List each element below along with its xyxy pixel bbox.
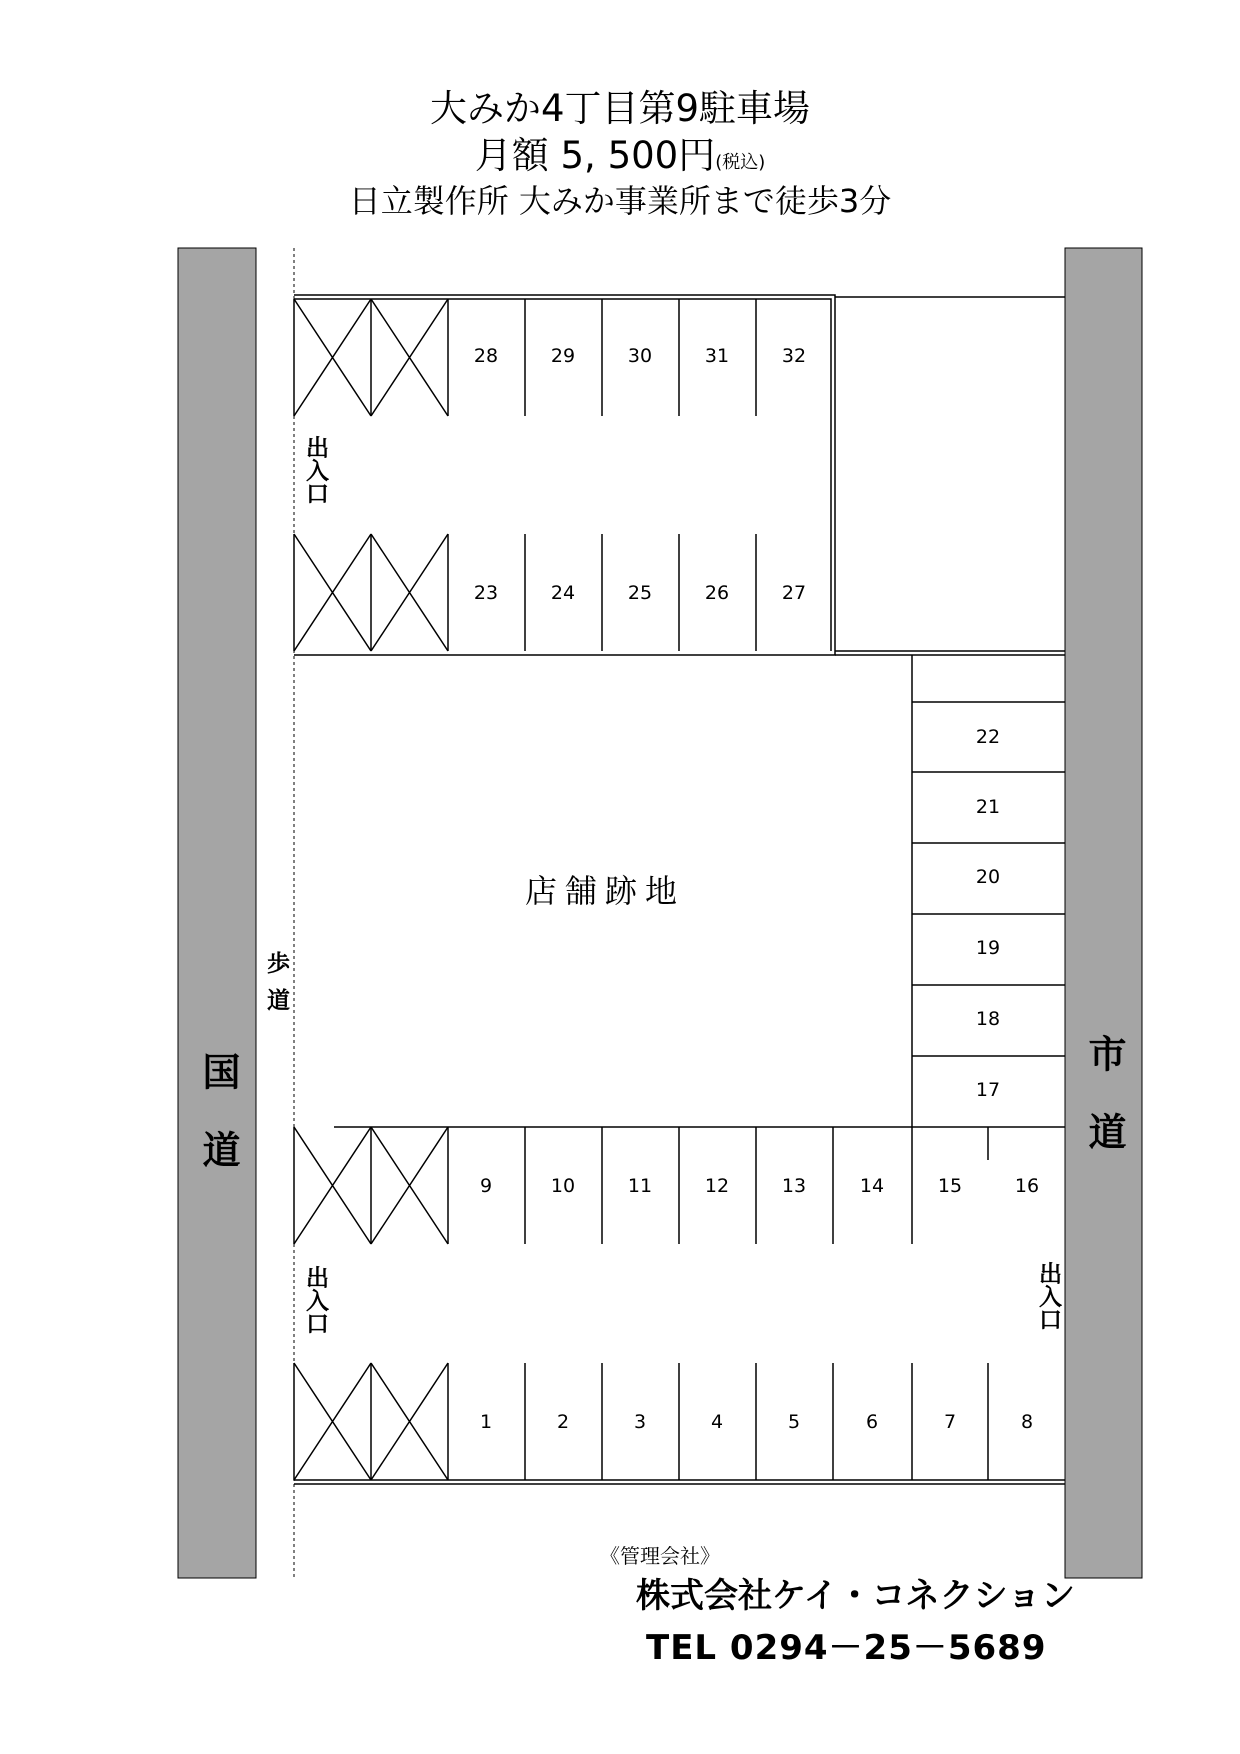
space-18: 18: [975, 1008, 1001, 1030]
space-21: 21: [975, 796, 1001, 818]
space-14: 14: [859, 1175, 885, 1197]
space-31: 31: [704, 345, 730, 367]
city-road-label: 市道: [1082, 1034, 1126, 1190]
space-11: 11: [627, 1175, 653, 1197]
space-9: 9: [479, 1175, 493, 1197]
phone-number: TEL 0294－25－5689: [646, 1628, 1047, 1668]
entrance-label-left: 出入口: [302, 1265, 328, 1335]
space-29: 29: [550, 345, 576, 367]
space-28: 28: [473, 345, 499, 367]
space-26: 26: [704, 582, 730, 604]
national-road-label: 国道: [196, 1052, 240, 1208]
city-road: [1065, 248, 1142, 1578]
sidewalk-label: 歩道: [263, 951, 289, 1025]
management-company-label: 《管理会社》: [600, 1544, 720, 1568]
space-19: 19: [975, 937, 1001, 959]
former-store-site-label: 店舗跡地: [524, 872, 686, 910]
space-6: 6: [865, 1411, 879, 1433]
space-17: 17: [975, 1079, 1001, 1101]
space-4: 4: [710, 1411, 724, 1433]
space-7: 7: [943, 1411, 957, 1433]
space-2: 2: [556, 1411, 570, 1433]
entrance-label-right: 出入口: [1035, 1261, 1061, 1331]
space-23: 23: [473, 582, 499, 604]
space-15: 15: [937, 1175, 963, 1197]
space-5: 5: [787, 1411, 801, 1433]
space-25: 25: [627, 582, 653, 604]
entrance-label-top: 出入口: [302, 435, 328, 505]
space-10: 10: [550, 1175, 576, 1197]
space-12: 12: [704, 1175, 730, 1197]
space-24: 24: [550, 582, 576, 604]
company-name: 株式会社ケイ・コネクション: [636, 1576, 1075, 1616]
tax-note: (税込): [715, 152, 766, 173]
space-27: 27: [781, 582, 807, 604]
national-road: [178, 248, 256, 1578]
space-3: 3: [633, 1411, 647, 1433]
space-16: 16: [1014, 1175, 1040, 1197]
space-32: 32: [781, 345, 807, 367]
space-1: 1: [479, 1411, 493, 1433]
space-30: 30: [627, 345, 653, 367]
space-13: 13: [781, 1175, 807, 1197]
parking-lot-title: 大みか4丁目第9駐車場: [429, 87, 811, 130]
price-value: 月額 5, 500円: [474, 134, 716, 177]
space-22: 22: [975, 726, 1001, 748]
space-8: 8: [1020, 1411, 1034, 1433]
space-20: 20: [975, 866, 1001, 888]
access-info: 日立製作所 大みか事業所まで徒歩3分: [348, 182, 892, 220]
